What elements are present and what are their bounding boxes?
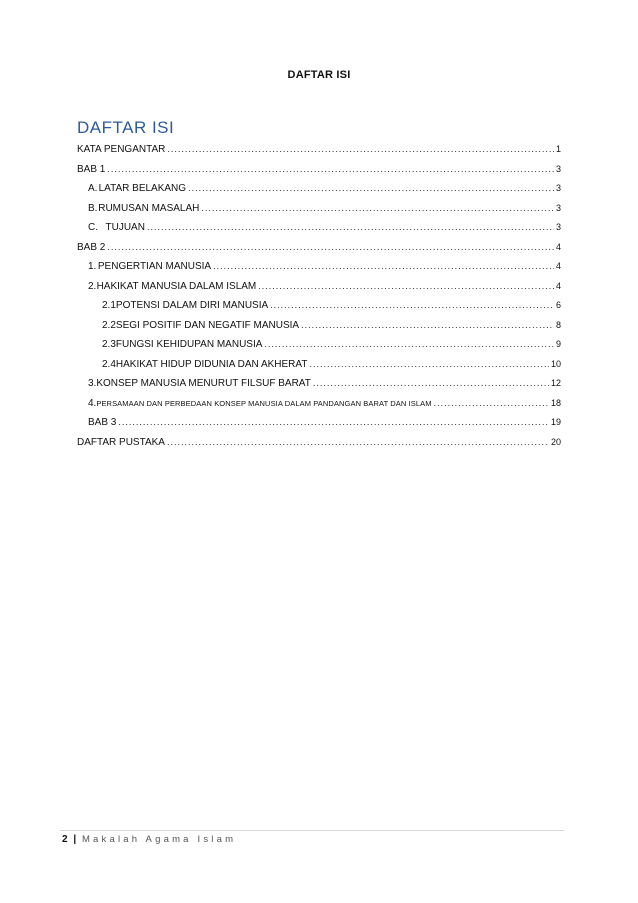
toc-leader-dots bbox=[258, 277, 554, 297]
toc-entry-number: 4. bbox=[88, 397, 97, 409]
toc-leader-dots bbox=[213, 257, 554, 277]
toc-entry-konsep-manusia-menurut-filsuf-barat[interactable] bbox=[77, 374, 561, 394]
toc-page-number: 9 bbox=[555, 339, 561, 349]
toc-entry-rumusan-masalah[interactable] bbox=[77, 199, 561, 219]
toc-leader-dots bbox=[270, 296, 554, 316]
toc-page-number: 3 bbox=[555, 163, 561, 174]
toc-entry-fungsi-kehidupan-manusia[interactable] bbox=[77, 335, 561, 355]
toc-entry-text: HAKIKAT MANUSIA DALAM ISLAM bbox=[96, 280, 257, 292]
toc-entry-text: DAFTAR PUSTAKA bbox=[77, 436, 165, 448]
footer-document-title: Makalah Agama Islam bbox=[81, 834, 237, 845]
table-of-contents bbox=[77, 140, 561, 452]
toc-page-number: 20 bbox=[550, 436, 561, 447]
toc-entry-text: LATAR BELAKANG bbox=[98, 183, 187, 194]
toc-page-number: 3 bbox=[555, 222, 561, 232]
toc-leader-dots bbox=[264, 335, 554, 355]
toc-entry-text: FUNGSI KEHIDUPAN MANUSIA bbox=[115, 339, 263, 350]
toc-entry-segi-positif-dan-negatif-manusia[interactable] bbox=[77, 316, 561, 336]
toc-entry-number: 3. bbox=[88, 378, 97, 389]
toc-entry-text: SEGI POSITIF DAN NEGATIF MANUSIA bbox=[115, 319, 300, 331]
toc-page-number: 3 bbox=[555, 183, 561, 193]
toc-leader-dots bbox=[201, 199, 554, 219]
toc-entry-text: PENGERTIAN MANUSIA bbox=[97, 261, 212, 272]
toc-entry-number: 2.2 bbox=[102, 319, 116, 331]
toc-entry-number: 1. bbox=[88, 261, 97, 272]
toc-leader-dots bbox=[167, 433, 549, 453]
toc-page-number: 4 bbox=[555, 241, 561, 252]
toc-entry-tujuan[interactable] bbox=[77, 218, 561, 238]
toc-leader-dots bbox=[309, 355, 549, 375]
toc-leader-dots bbox=[107, 238, 554, 258]
toc-entry-bab-3[interactable] bbox=[77, 413, 561, 433]
toc-page-number: 6 bbox=[555, 300, 561, 310]
toc-entry-bab-1[interactable] bbox=[77, 160, 561, 180]
toc-leader-dots bbox=[434, 394, 549, 414]
page-title: DAFTAR ISI bbox=[287, 69, 351, 81]
toc-page-number: 1 bbox=[555, 144, 561, 154]
toc-page-number: 19 bbox=[550, 417, 561, 427]
toc-entry-text: HAKIKAT HIDUP DIDUNIA DAN AKHERAT bbox=[115, 358, 308, 370]
toc-entry-text: RUMUSAN MASALAH bbox=[98, 202, 200, 214]
toc-entry-daftar-pustaka[interactable] bbox=[77, 433, 561, 453]
toc-leader-dots bbox=[313, 374, 549, 394]
toc-entry-text: BAB 1 bbox=[77, 163, 106, 175]
toc-entry-number: 2.1 bbox=[102, 300, 116, 311]
toc-leader-dots bbox=[188, 179, 554, 199]
toc-leader-dots bbox=[167, 140, 554, 160]
toc-entry-potensi-dalam-diri-manusia[interactable] bbox=[77, 296, 561, 316]
toc-entry-number: A. bbox=[88, 183, 98, 194]
toc-page-number: 8 bbox=[555, 319, 561, 330]
toc-leader-dots bbox=[107, 160, 554, 180]
toc-entry-number: B. bbox=[88, 202, 98, 214]
toc-entry-text: POTENSI DALAM DIRI MANUSIA bbox=[115, 300, 269, 311]
footer-divider bbox=[60, 830, 564, 831]
toc-entry-text: BAB 3 bbox=[88, 417, 117, 428]
toc-entry-kata-pengantar[interactable] bbox=[77, 140, 561, 160]
toc-page-number: 12 bbox=[550, 378, 561, 388]
toc-entry-text: BAB 2 bbox=[77, 241, 106, 253]
toc-entry-text: PERSAMAAN DAN PERBEDAAN KONSEP MANUSIA DALAM PANDANGAN BARAT DAN ISLAM bbox=[96, 398, 432, 408]
toc-entry-number: 2. bbox=[88, 280, 97, 292]
footer-page-number: 2 bbox=[62, 834, 68, 845]
toc-page-number: 4 bbox=[555, 280, 561, 291]
toc-entry-text: TUJUAN bbox=[105, 222, 145, 233]
toc-page-number: 3 bbox=[555, 202, 561, 213]
toc-entry-text: KATA PENGANTAR bbox=[77, 144, 166, 155]
toc-leader-dots bbox=[301, 316, 554, 336]
toc-leader-dots bbox=[147, 218, 554, 238]
toc-entry-latar-belakang[interactable] bbox=[77, 179, 561, 199]
toc-entry-number: 2.3 bbox=[102, 339, 116, 350]
toc-entry-hakikat-hidup-didunia-dan-akherat[interactable] bbox=[77, 355, 561, 375]
footer-separator: | bbox=[73, 834, 77, 845]
page-footer bbox=[62, 834, 236, 845]
toc-entry-persamaan-dan-perbedaan[interactable] bbox=[77, 394, 561, 414]
toc-entry-bab-2[interactable] bbox=[77, 238, 561, 258]
toc-entry-hakikat-manusia-dalam-islam[interactable] bbox=[77, 277, 561, 297]
toc-heading: DAFTAR ISI bbox=[77, 118, 175, 137]
toc-page-number: 10 bbox=[550, 358, 561, 369]
toc-page-number: 4 bbox=[555, 261, 561, 271]
toc-entry-pengertian-manusia[interactable] bbox=[77, 257, 561, 277]
toc-entry-number: C. bbox=[88, 222, 98, 233]
toc-entry-number: 2.4 bbox=[102, 358, 116, 370]
toc-page-number: 18 bbox=[550, 397, 561, 408]
toc-entry-text: KONSEP MANUSIA MENURUT FILSUF BARAT bbox=[96, 378, 311, 389]
toc-leader-dots bbox=[118, 413, 549, 433]
